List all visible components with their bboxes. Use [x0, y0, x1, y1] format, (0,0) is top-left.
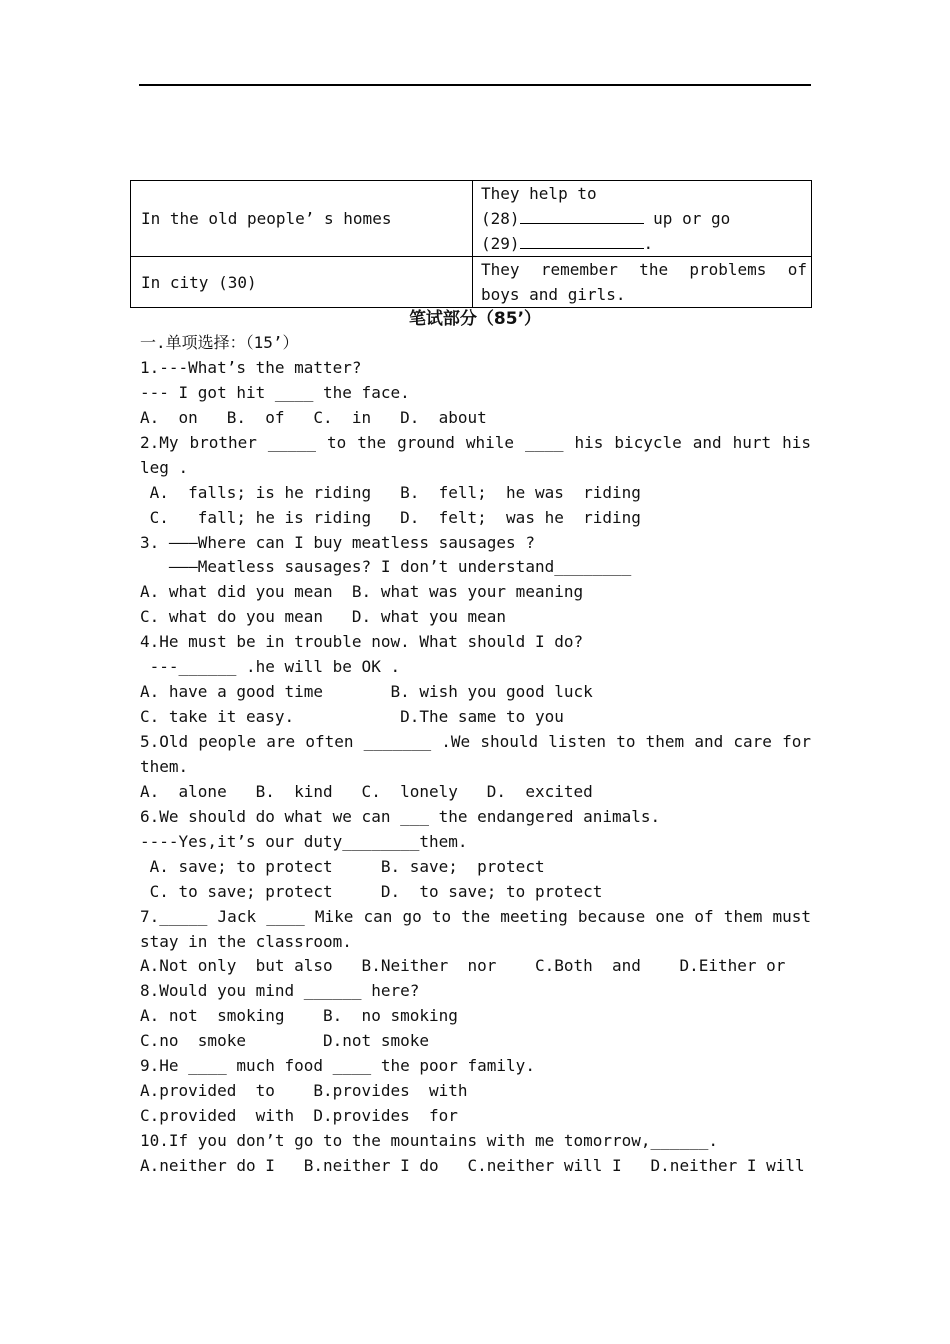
table-cell-activity: [473, 257, 812, 308]
question-line: ———Meatless sausages? I don’t understand________: [140, 557, 632, 577]
cell-line: [481, 206, 807, 231]
cell-line: boys and girls.: [481, 285, 626, 304]
question-line: A. on B. of C. in D. about: [140, 407, 487, 427]
question-line: --- I got hit ____ the face.: [140, 382, 410, 402]
blank-number: (28): [481, 209, 520, 228]
question-line: 5.Old people are often _______ .We should listen to them and care for: [140, 732, 811, 751]
question-line: ----Yes,it’s our duty________them.: [140, 831, 468, 851]
question-line: A. not smoking B. no smoking: [140, 1006, 458, 1026]
question-line: 9.He ____ much food ____ the poor family.: [140, 1056, 535, 1076]
question-line: A. save; to protect B. save; protect: [140, 856, 545, 876]
cell-line: They remember the problems of: [481, 260, 807, 279]
cell-text: In the old people’ s homes: [141, 209, 392, 228]
question-line: 8.Would you mind ______ here?: [140, 981, 420, 1001]
question-line: A. alone B. kind C. lonely D. excited: [140, 781, 593, 801]
table-cell-place: [131, 181, 473, 257]
question-line: 10.If you don’t go to the mountains with me tomorrow,______.: [140, 1131, 718, 1150]
table-row: [131, 257, 812, 308]
question-line: 6.We should do what we can ___ the endangered animals.: [140, 806, 661, 826]
question-line: ---______ .he will be OK .: [140, 657, 401, 677]
question-line: C. fall; he is riding D. felt; was he riding: [140, 507, 641, 527]
question-line: A.Not only but also B.Neither nor C.Both and D.Either or: [140, 956, 786, 976]
question-line: A. have a good time B. wish you good luck: [140, 682, 593, 702]
question-line: C.provided with D.provides for: [140, 1106, 458, 1126]
question-line: 4.He must be in trouble now. What should I do?: [140, 632, 584, 652]
question-line: 1.---What’s the matter?: [140, 357, 362, 377]
cell-text: In city (30): [141, 272, 257, 292]
question-line: A. falls; is he riding B. fell; he was riding: [140, 482, 641, 502]
question-line: A. what did you mean B. what was your meaning: [140, 582, 584, 602]
question-line: 2.My brother _____ to the ground while ____ his bicycle and hurt his: [140, 432, 811, 452]
section-heading: 笔试部分（85’）: [408, 309, 542, 329]
cell-text: up or go: [643, 209, 731, 228]
info-table: [130, 180, 812, 308]
cell-line: [481, 231, 807, 256]
question-list: [140, 331, 811, 1179]
table-cell-activity: [473, 181, 812, 257]
header-rule: [139, 84, 811, 86]
question-line: them.: [140, 756, 189, 776]
question-line: C. take it easy. D.The same to you: [140, 707, 564, 727]
question-line: 3. ———Where can I buy meatless sausages ?: [140, 532, 535, 552]
answer-blank-28[interactable]: [520, 206, 644, 224]
cell-text: .: [643, 234, 654, 253]
question-line: 一.单项选择：（15’）: [140, 333, 299, 352]
cell-line: They help to: [481, 184, 597, 203]
question-line: 7._____ Jack ____ Mike can go to the meeting because one of them must: [140, 906, 811, 926]
question-line: A.neither do I B.neither I do C.neither will I D.neither I will: [140, 1155, 805, 1175]
question-line: C.no smoke D.not smoke: [140, 1031, 429, 1051]
question-line: leg .: [140, 457, 189, 477]
question-line: C. what do you mean D. what you mean: [140, 607, 507, 627]
table-cell-place: [131, 257, 473, 308]
blank-number: (29): [481, 234, 520, 253]
table-row: [131, 181, 812, 257]
question-line: C. to save; protect D. to save; to protect: [140, 881, 603, 901]
answer-blank-29[interactable]: [520, 231, 644, 249]
question-line: A.provided to B.provides with: [140, 1081, 468, 1101]
question-line: stay in the classroom.: [140, 931, 352, 951]
